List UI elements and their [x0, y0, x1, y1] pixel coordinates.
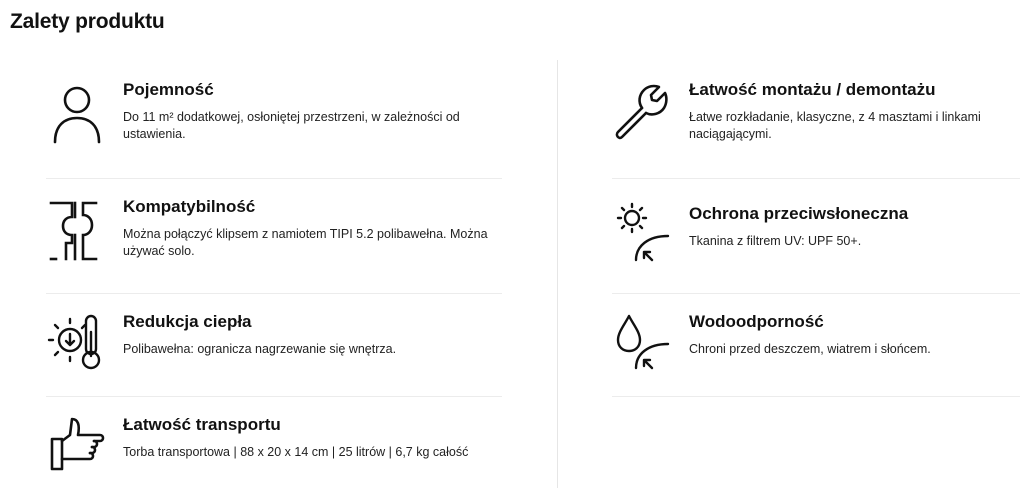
- row-divider: [46, 178, 502, 179]
- feature-title: Łatwość montażu / demontażu: [689, 80, 936, 99]
- column-divider: [557, 60, 558, 488]
- feature-title: Łatwość transportu: [123, 415, 281, 434]
- wrench-icon: [612, 82, 674, 144]
- page-title: Zalety produktu: [10, 10, 165, 33]
- row-divider: [46, 293, 502, 294]
- feature-description: Chroni przed deszczem, wiatrem i słońcem.: [689, 342, 931, 356]
- feature-description: Polibawełna: ogranicza nagrzewanie się wnętrza.: [123, 342, 397, 356]
- feature-title: Pojemność: [123, 80, 214, 99]
- row-divider: [612, 293, 1020, 294]
- thumbs-up-icon: [46, 413, 108, 475]
- feature-description: Torba transportowa | 88 x 20 x 14 cm | 25 litrów | 6,7 kg całość: [123, 445, 469, 459]
- sun-thermometer-icon: [46, 310, 108, 372]
- feature-description: Można połączyć klipsem z namiotem TIPI 5.2 polibawełna. Można używać solo.: [123, 227, 488, 258]
- row-divider: [612, 178, 1020, 179]
- feature-title: Redukcja ciepła: [123, 312, 252, 331]
- water-drop-shield-icon: [612, 310, 674, 372]
- feature-title: Ochrona przeciwsłoneczna: [689, 204, 909, 223]
- sun-shield-icon: [612, 202, 674, 264]
- puzzle-connector-icon: [46, 199, 108, 261]
- person-icon: [46, 82, 108, 144]
- row-divider: [46, 396, 502, 397]
- feature-title: Wodoodporność: [689, 312, 824, 331]
- feature-description: Tkanina z filtrem UV: UPF 50+.: [689, 234, 862, 248]
- feature-description: Łatwe rozkładanie, klasyczne, z 4 masztami i linkami naciągającymi.: [689, 110, 981, 141]
- feature-description: Do 11 m² dodatkowej, osłoniętej przestrzeni, w zależności od ustawienia.: [123, 110, 460, 141]
- row-divider: [612, 396, 1020, 397]
- feature-title: Kompatybilność: [123, 197, 256, 216]
